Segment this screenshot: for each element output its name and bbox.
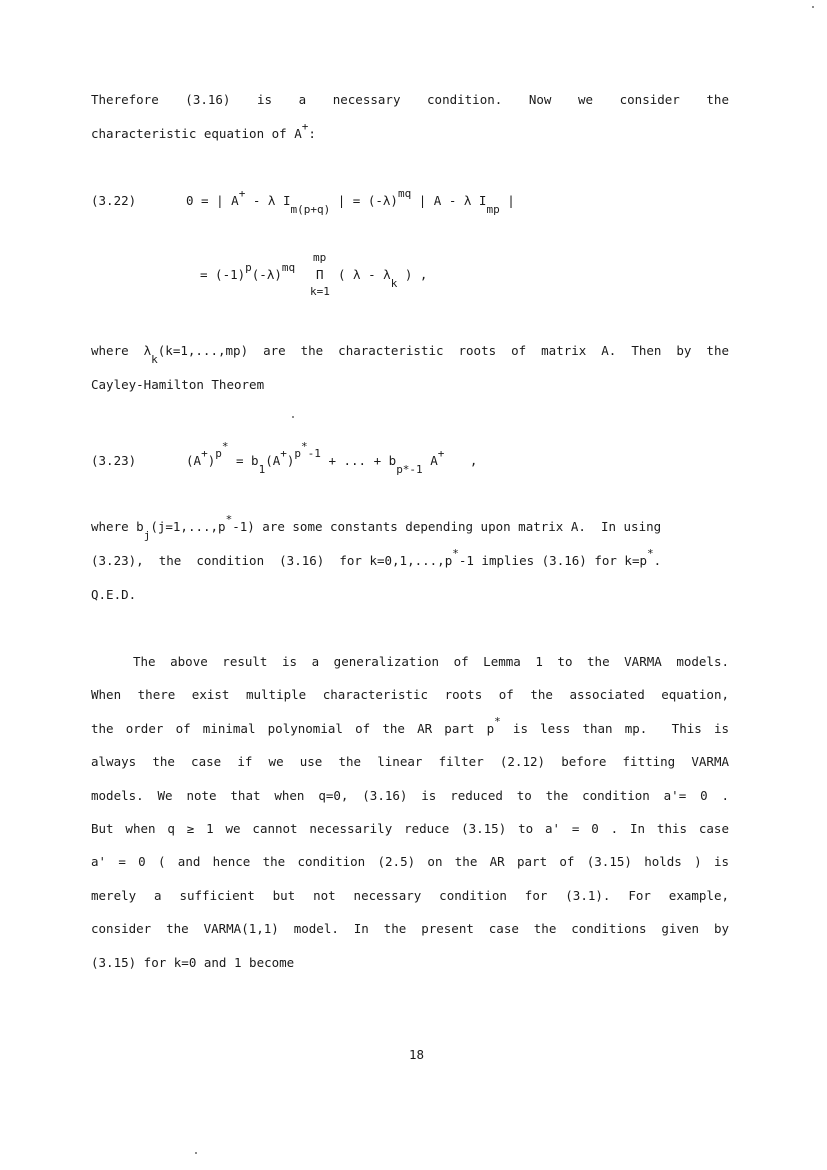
scan-speck [812, 6, 814, 8]
para-line-1: The above result is a generalization of Lemma 1 to the VARMA models. [133, 654, 729, 669]
intro-line-1: Therefore (3.16) is a necessary condition. Now we consider the [91, 92, 729, 107]
para-line-3: the order of minimal polynomial of the AR part p* is less than mp. This is [91, 715, 729, 736]
page-number: 18 [409, 1047, 425, 1062]
para-line-6: But when q ≥ 1 we cannot necessarily reduce (3.15) to a' = 0 . In this case [91, 821, 729, 836]
product-symbol: Π [316, 267, 324, 282]
para-line-9: consider the VARMA(1,1) model. In the present case the conditions given by [91, 921, 729, 936]
cayley-hamilton-line: Cayley-Hamilton Theorem [91, 377, 265, 392]
equation-label-3-23: (3.23) [91, 453, 137, 468]
equation-3-23: (A+)p* = b1(A+)p*-1 + ... + bp*-1 A+ , [186, 440, 478, 476]
para-line-4: always the case if we use the linear filter (2.12) before fitting VARMA [91, 754, 729, 769]
equation-3-22-row-2: = (-1)p(-λ)mq [200, 261, 296, 282]
equation-label-3-22: (3.22) [91, 193, 137, 208]
para-line-2: When there exist multiple characteristic roots of the associated equation, [91, 687, 729, 702]
para-line-8: merely a sufficient but not necessary condition for (3.1). For example, [91, 888, 729, 903]
where-constants-line: where bj(j=1,...,p*-1) are some constants depending upon matrix A. In using [91, 513, 662, 542]
para-line-5: models. We note that when q=0, (3.16) is reduced to the condition a'= 0 . [91, 788, 729, 803]
scan-speck [292, 416, 294, 418]
intro-line-2: characteristic equation of A+: [91, 120, 316, 141]
para-line-7: a' = 0 ( and hence the condition (2.5) on the AR part of (3.15) holds ) is [91, 854, 729, 869]
para-line-10: (3.15) for k=0 and 1 become [91, 955, 295, 970]
where-roots-line: where λk(k=1,...,mp) are the characteristic roots of matrix A. Then by the [91, 343, 729, 366]
condition-implies-line: (3.23), the condition (3.16) for k=0,1,...,p*-1 implies (3.16) for k=p*. [91, 547, 662, 568]
scan-speck [195, 1152, 197, 1154]
product-upper-limit: mp [313, 251, 327, 264]
product-lower-limit: k=1 [310, 285, 330, 298]
equation-3-22-row-1: 0 = | A+ - λ Im(p+q) | = (-λ)mq | A - λ Imp | [186, 187, 515, 216]
qed: Q.E.D. [91, 587, 137, 602]
product-term: ( λ - λk ) , [338, 267, 428, 290]
